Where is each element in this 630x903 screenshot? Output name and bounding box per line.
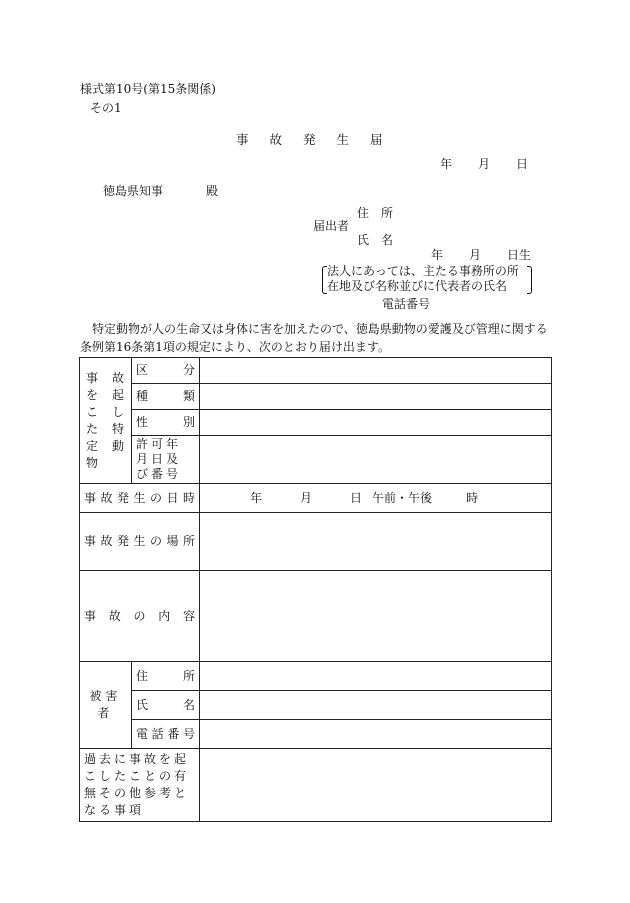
victim-phone-field[interactable] (200, 720, 552, 749)
animal-sex-label: 性 別 (132, 410, 200, 436)
past-incidents-label: 過去に事故を起こしたことの有無その他参考となる事項 (80, 749, 200, 822)
past-incidents-field[interactable] (200, 749, 552, 822)
animal-sex-field[interactable] (200, 410, 552, 436)
permit-field[interactable] (200, 436, 552, 484)
body-text: 特定動物が人の生命又は身体に害を加えたので、徳島県動物の愛護及び管理に関する条例第16条第1項の規定により、次のとおり届け出ます。 (80, 322, 548, 354)
filer-name-label: 氏 名 (357, 233, 394, 247)
victim-address-field[interactable] (200, 662, 552, 691)
victim-address-label: 住 所 (132, 662, 200, 691)
animal-category-field[interactable] (200, 358, 552, 384)
victim-group-label: 被害者 (80, 662, 132, 749)
animal-category-label: 区 分 (132, 358, 200, 384)
right-bracket (527, 266, 532, 294)
datetime-day: 日 (350, 490, 363, 505)
filer-address-label: 住 所 (357, 206, 394, 220)
addressee: 徳島県知事 (103, 184, 164, 198)
corporate-note (327, 264, 519, 294)
victim-name-field[interactable] (200, 691, 552, 720)
form-sub-number: その1 (90, 101, 122, 115)
content-field[interactable] (200, 571, 552, 662)
report-table (79, 357, 552, 822)
filer-phone-label: 電話番号 (382, 297, 431, 311)
victim-name-label: 氏 名 (132, 691, 200, 720)
animal-species-label: 種 類 (132, 384, 200, 410)
datetime-field[interactable] (200, 484, 552, 513)
content-label: 事故の内容 (80, 571, 200, 662)
date-month-label: 月 (478, 157, 491, 171)
victim-phone-label: 電話番号 (132, 720, 200, 749)
corporate-note-line1: 法人にあっては、主たる事務所の所 (327, 264, 519, 278)
birth-date-line (431, 248, 531, 262)
place-field[interactable] (200, 513, 552, 571)
animal-species-field[interactable] (200, 384, 552, 410)
permit-label: 許可年月日及び番号 (132, 436, 200, 484)
birth-month-label: 月 (469, 248, 482, 262)
place-label: 事故発生の場所 (80, 513, 200, 571)
datetime-label: 事故発生の日時 (80, 484, 200, 513)
date-year-label: 年 (440, 157, 453, 171)
date-day-label: 日 (516, 157, 529, 171)
datetime-hour: 時 (466, 490, 479, 505)
datetime-ampm: 午前・午後 (372, 490, 433, 505)
birth-day-label: 日生 (507, 248, 532, 262)
document-title: 事故発生届 (236, 132, 404, 147)
datetime-year: 年 (250, 490, 263, 505)
form-number: 様式第10号(第15条関係) (80, 82, 216, 96)
addressee-honorific: 殿 (206, 184, 219, 198)
filer-label: 届出者 (313, 219, 350, 233)
animal-group-label: 事故を起こした特定動物 (80, 358, 132, 484)
submission-date-line (440, 157, 528, 171)
corporate-note-line2: 在地及び名称並びに代表者の氏名 (327, 279, 508, 293)
datetime-month: 月 (300, 490, 313, 505)
birth-year-label: 年 (431, 248, 444, 262)
